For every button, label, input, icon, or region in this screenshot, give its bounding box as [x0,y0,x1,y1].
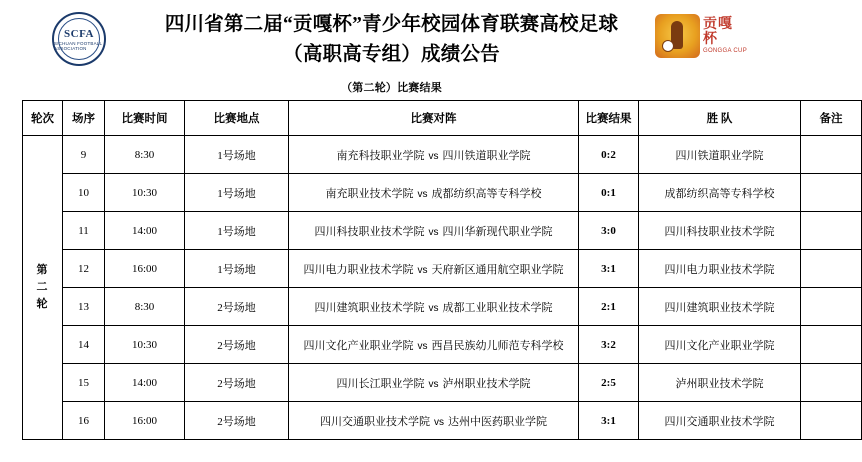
match-fixture-cell [289,326,579,364]
home-team: 四川建筑职业技术学院 [314,301,425,314]
match-number-cell: 12 [63,250,105,288]
vs-separator: vs [417,340,428,352]
home-team: 南充科技职业学院 [336,149,425,162]
vs-separator: vs [428,302,439,314]
away-team: 泸州职业技术学院 [442,377,531,390]
column-header-venue: 比赛地点 [185,101,289,136]
match-time-cell: 8:30 [105,288,185,326]
away-team: 达州中医药职业学院 [448,415,547,428]
match-fixture-cell [289,288,579,326]
scfa-crest-text: SCFA [64,27,94,40]
away-team: 四川华新现代职业学院 [442,225,553,238]
results-table [22,100,862,440]
match-venue-cell: 1号场地 [185,174,289,212]
table-row [23,326,862,364]
match-score-cell: 3:1 [579,402,639,440]
match-remark-cell [801,326,862,364]
column-header-time: 比赛时间 [105,101,185,136]
match-time-cell: 16:00 [105,402,185,440]
match-number-cell: 11 [63,212,105,250]
away-team: 天府新区通用航空职业学院 [431,263,564,276]
match-fixture-cell [289,174,579,212]
document-header [0,0,783,92]
column-header-remark: 备注 [801,101,862,136]
home-team: 四川交通职业技术学院 [320,415,430,428]
column-header-winner: 胜 队 [639,101,801,136]
vs-separator: vs [428,150,439,162]
match-time-cell: 16:00 [105,250,185,288]
match-number-cell: 9 [63,136,105,174]
match-score-cell: 2:1 [579,288,639,326]
match-fixture-cell [289,250,579,288]
table-row [23,364,862,402]
away-team: 成都纺织高等专科学校 [431,187,542,200]
title-line-1: 四川省第二届“贡嘎杯”青少年校园体育联赛高校足球 [164,14,619,35]
match-time-cell: 10:30 [105,174,185,212]
table-row [23,288,862,326]
match-number-cell: 14 [63,326,105,364]
match-venue-cell: 1号场地 [185,212,289,250]
match-venue-cell: 1号场地 [185,136,289,174]
match-winner-cell: 四川科技职业技术学院 [639,212,801,250]
match-fixture-cell [289,364,579,402]
away-team: 成都工业职业技术学院 [442,301,553,314]
table-row [23,212,862,250]
match-winner-cell: 四川文化产业职业学院 [639,326,801,364]
table-row [23,402,862,440]
gongga-cup-logo-en: GONGGA CUP [702,47,747,54]
home-team: 四川科技职业技术学院 [314,225,425,238]
match-remark-cell [801,136,862,174]
home-team: 南充职业技术学院 [325,187,414,200]
gongga-cup-logo-icon [655,14,747,58]
vs-separator: vs [428,226,439,238]
column-header-no: 场序 [63,101,105,136]
vs-separator: vs [417,188,428,200]
match-score-cell: 3:1 [579,250,639,288]
match-score-cell: 0:1 [579,174,639,212]
match-time-cell: 14:00 [105,212,185,250]
vs-separator: vs [417,264,428,276]
page-subtitle: （第二轮）比赛结果 [341,82,442,94]
match-winner-cell: 四川交通职业技术学院 [639,402,801,440]
table-row [23,136,862,174]
away-team: 西昌民族幼儿师范专科学校 [431,339,564,352]
match-score-cell: 3:2 [579,326,639,364]
match-score-cell: 0:2 [579,136,639,174]
match-score-cell: 3:0 [579,212,639,250]
match-fixture-cell [289,136,579,174]
match-remark-cell [801,250,862,288]
match-number-cell: 10 [63,174,105,212]
match-remark-cell [801,174,862,212]
match-fixture-cell [289,212,579,250]
match-venue-cell: 2号场地 [185,326,289,364]
match-winner-cell: 四川电力职业技术学院 [639,250,801,288]
vs-separator: vs [428,378,439,390]
table-row [23,250,862,288]
match-venue-cell: 2号场地 [185,288,289,326]
column-header-round: 轮次 [23,101,63,136]
match-remark-cell [801,212,862,250]
home-team: 四川长江职业学院 [336,377,425,390]
home-team: 四川电力职业技术学院 [303,263,414,276]
match-fixture-cell [289,402,579,440]
round-label-cell: 第 二 轮 [23,136,63,440]
table-row [23,174,862,212]
match-winner-cell: 四川建筑职业技术学院 [639,288,801,326]
title-line-2: （高职高专组）成绩公告 [283,44,500,65]
match-number-cell: 13 [63,288,105,326]
match-remark-cell [801,288,862,326]
column-header-score: 比赛结果 [579,101,639,136]
gongga-cup-badge-graphic [655,14,700,58]
match-winner-cell: 泸州职业技术学院 [639,364,801,402]
match-winner-cell: 成都纺织高等专科学校 [639,174,801,212]
match-time-cell: 14:00 [105,364,185,402]
table-header-row [23,101,862,136]
vs-separator: vs [434,416,444,428]
match-time-cell: 10:30 [105,326,185,364]
match-winner-cell: 四川铁道职业学院 [639,136,801,174]
column-header-match: 比赛对阵 [289,101,579,136]
match-remark-cell [801,402,862,440]
away-team: 四川铁道职业学院 [442,149,531,162]
match-remark-cell [801,364,862,402]
home-team: 四川文化产业职业学院 [303,339,414,352]
gongga-cup-logo-cn: 贡嘎杯 [702,17,733,47]
scfa-crest-subtext: SICHUAN FOOTBALL ASSOCIATION [54,40,103,51]
scfa-crest-icon [52,12,106,66]
match-venue-cell: 2号场地 [185,364,289,402]
results-table-wrapper [0,100,843,440]
match-time-cell: 8:30 [105,136,185,174]
match-number-cell: 15 [63,364,105,402]
match-score-cell: 2:5 [579,364,639,402]
match-number-cell: 16 [63,402,105,440]
match-venue-cell: 2号场地 [185,402,289,440]
match-venue-cell: 1号场地 [185,250,289,288]
